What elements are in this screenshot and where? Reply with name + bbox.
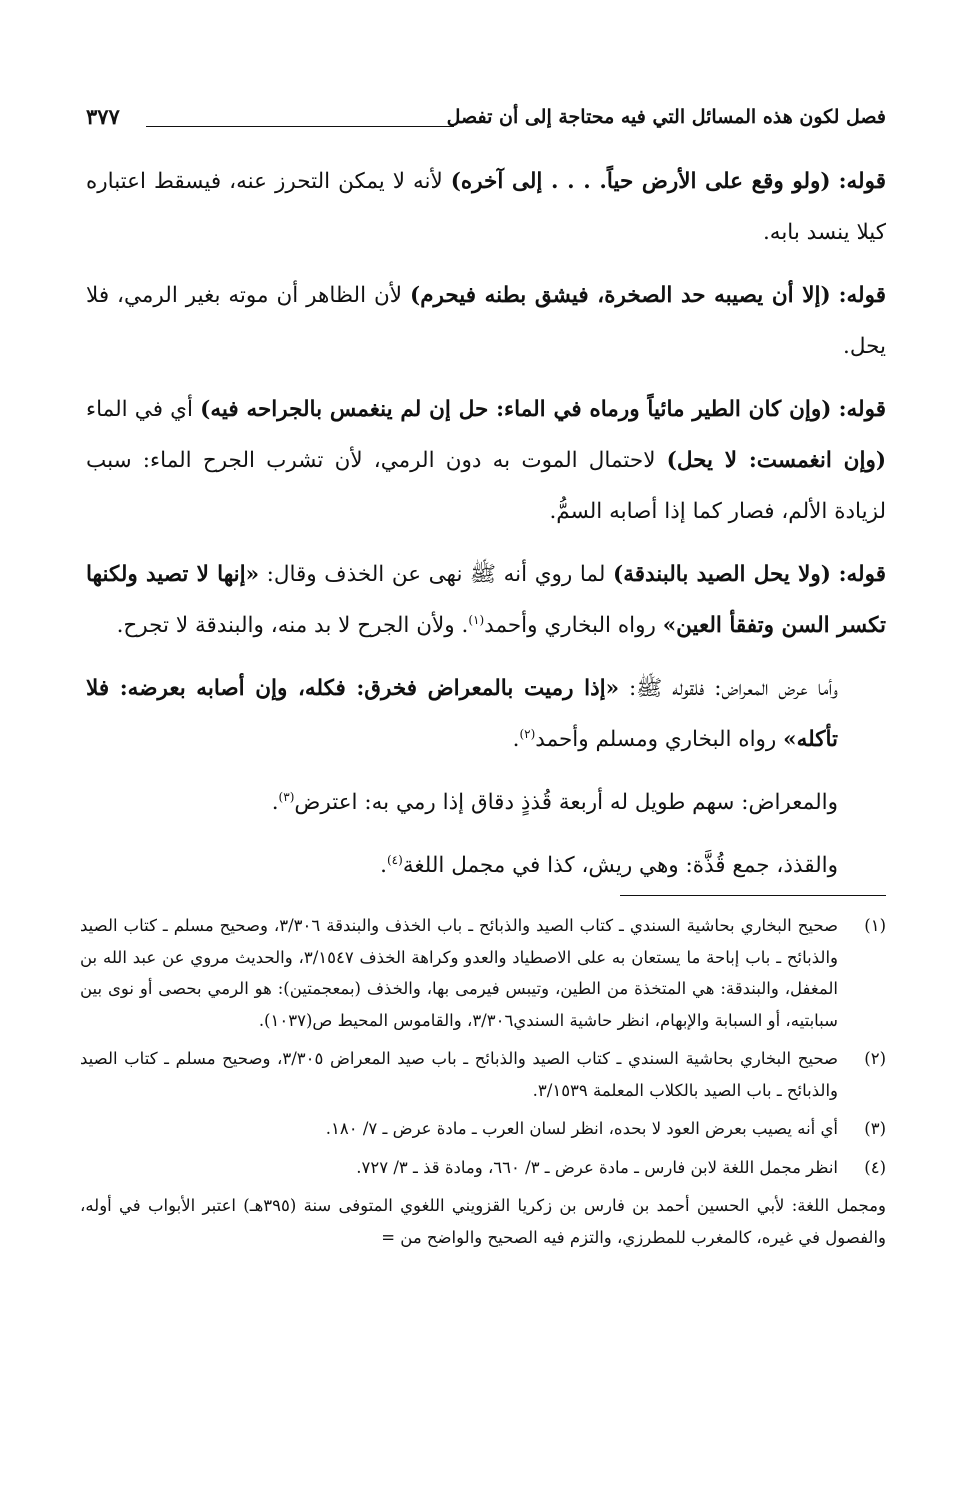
commentary-text: أي في الماء [86,397,201,422]
paragraph-lead: قوله: [838,283,886,308]
quoted-matn: (وإن كان الطير مائياً ورماه في الماء: حل إن لم ينغمس بالجراحه فيه) [200,397,832,422]
main-text [86,156,886,903]
footnotes [80,910,886,1260]
commentary-text-2: رواه البخاري ومسلم وأحمد [535,727,784,752]
footnote-separator [620,895,886,896]
paragraph-1 [86,156,886,258]
quoted-matn-2: (وإن انغمست: لا يحل) [666,448,886,473]
quoted-matn: (ولو وقع على الأرض حياً. . . . إلى آخره) [450,169,831,194]
footnote-4 [80,1152,886,1184]
commentary-text: والمعراض: سهم طويل له أربعة قُذذٍ دقاق إذا رمي به: اعترض [294,790,838,815]
commentary-text: وأما عرض المعراض: فلقوله ﷺ: [619,676,838,701]
commentary-text-2: رواه البخاري وأحمد [484,613,663,638]
paragraph-lead: قوله: [838,397,886,422]
paragraph-3 [86,384,886,537]
footnote-text: صحيح البخاري بحاشية السندي ـ كتاب الصيد والذبائح ـ باب صيد المعراض ٣/٣٠٥، وصحيح مسلم ـ كتاب الصيد والذبائح ـ باب الصيد بالكلاب المعلمة ٣/١٥٣٩. [80,1049,838,1100]
footnote-ref: (٤) [386,852,403,867]
commentary-text: والقذذ، جمع قُذَّة: وهي ريش، كذا في مجمل اللغة [402,853,838,878]
commentary-text-2: لاحتمال الموت به دون الرمي، لأن تشرب الجرح الماء: سبب لزيادة الألم، فصار كما إذا أصابه السمُّ. [86,448,886,524]
commentary-text: لأنه لا يمكن التحرز عنه، فيسقط اعتباره كيلا ينسد بابه. [86,169,886,245]
commentary-text-2: . [380,853,387,878]
paragraph-lead: قوله: [838,562,886,587]
footnote-1 [80,910,886,1036]
footnote-number: (٤) [864,1157,886,1177]
paragraph-2 [86,270,886,372]
commentary-text: لأن الظاهر أن موته بغير الرمي، فلا يحل. [86,283,886,359]
commentary-text: لما روي أنه ﷺ نهى عن الخذف وقال: [259,562,614,587]
chapter-title: فصل لكون هذه المسائل التي فيه محتاجة إلى أن تفصل [446,106,886,128]
paragraph-7 [86,840,886,891]
commentary-text-3: . [512,727,520,752]
footnote-text: انظر مجمل اللغة لابن فارس ـ مادة عرض ـ ٣/ ٦٦٠، ومادة قذ ـ ٣/ ٧٢٧. [356,1157,838,1177]
footnote-ref: (٢) [519,726,536,741]
hadith-quote: «إذا رميت بالمعراض فخرق: فكله، وإن أصابه بعرضه: فلا تأكله» [86,676,838,752]
paragraph-5 [86,663,886,765]
header-rule [146,126,454,127]
commentary-text-2: . [271,790,279,815]
footnote-number: (١) [864,916,886,935]
footnote-ref: (٣) [278,789,295,804]
footnote-ref: (١) [468,612,485,627]
footnote-text: أي أنه يصيب بعرض العود لا بحده، انظر لسان العرب ـ مادة عرض ـ ٧/ ١٨٠. [325,1119,838,1138]
footnote-text: صحيح البخاري بحاشية السندي ـ كتاب الصيد والذبائح ـ باب الخذف والبندقة ٣/٣٠٦، وصحيح مسلم ـ كتاب الصيد والذبائح ـ باب إباحة ما يستعان به على الاصطياد والعدو وكراهة الخذف ٣/١٥٤٧، والحديث مروي عن عبد الله بن المغفل، والبندقة: هي المتخذة من الطين، وتيبس فيرمى بها، والخذف (بمعجمتين): هو الرمي بحصى أو نوى بين سبابتيه، أو السبابة والإبهام، انظر حاشية السندي٣/٣٠٦، والقاموس المحيط ص(١٠٣٧). [80,916,838,1030]
running-header [86,100,886,140]
footnote-continuation: ومجمل اللغة: لأبي الحسين أحمد بن فارس بن زكريا القزويني اللغوي المتوفى سنة (٣٩٥هـ) اعتبر الأبواب في أوله، والفصول في غيره، كالمغرب للمطرزي، والتزم فيه الصحيح والواضح من = [80,1196,886,1247]
footnote-number: (٢) [864,1049,886,1068]
footnote-2 [80,1043,886,1106]
paragraph-6 [86,777,886,828]
quoted-matn: (إلا أن يصيبه حد الصخرة، فيشق بطنه فيحرم) [410,283,831,308]
footnote-number: (٣) [864,1119,886,1138]
footnote-3 [80,1113,886,1145]
page-number: ٣٧٧ [86,104,120,129]
paragraph-4 [86,549,886,651]
hadith-quote: «إنها لا تصيد ولكنها تكسر السن وتفقأ العين» [86,562,886,638]
quoted-matn: (ولا يحل الصيد بالبندقة) [613,562,831,587]
commentary-text-3: . ولأن الجرح لا بد منه، والبندقة لا تجرح. [116,613,469,638]
paragraph-lead: قوله: [838,169,886,194]
